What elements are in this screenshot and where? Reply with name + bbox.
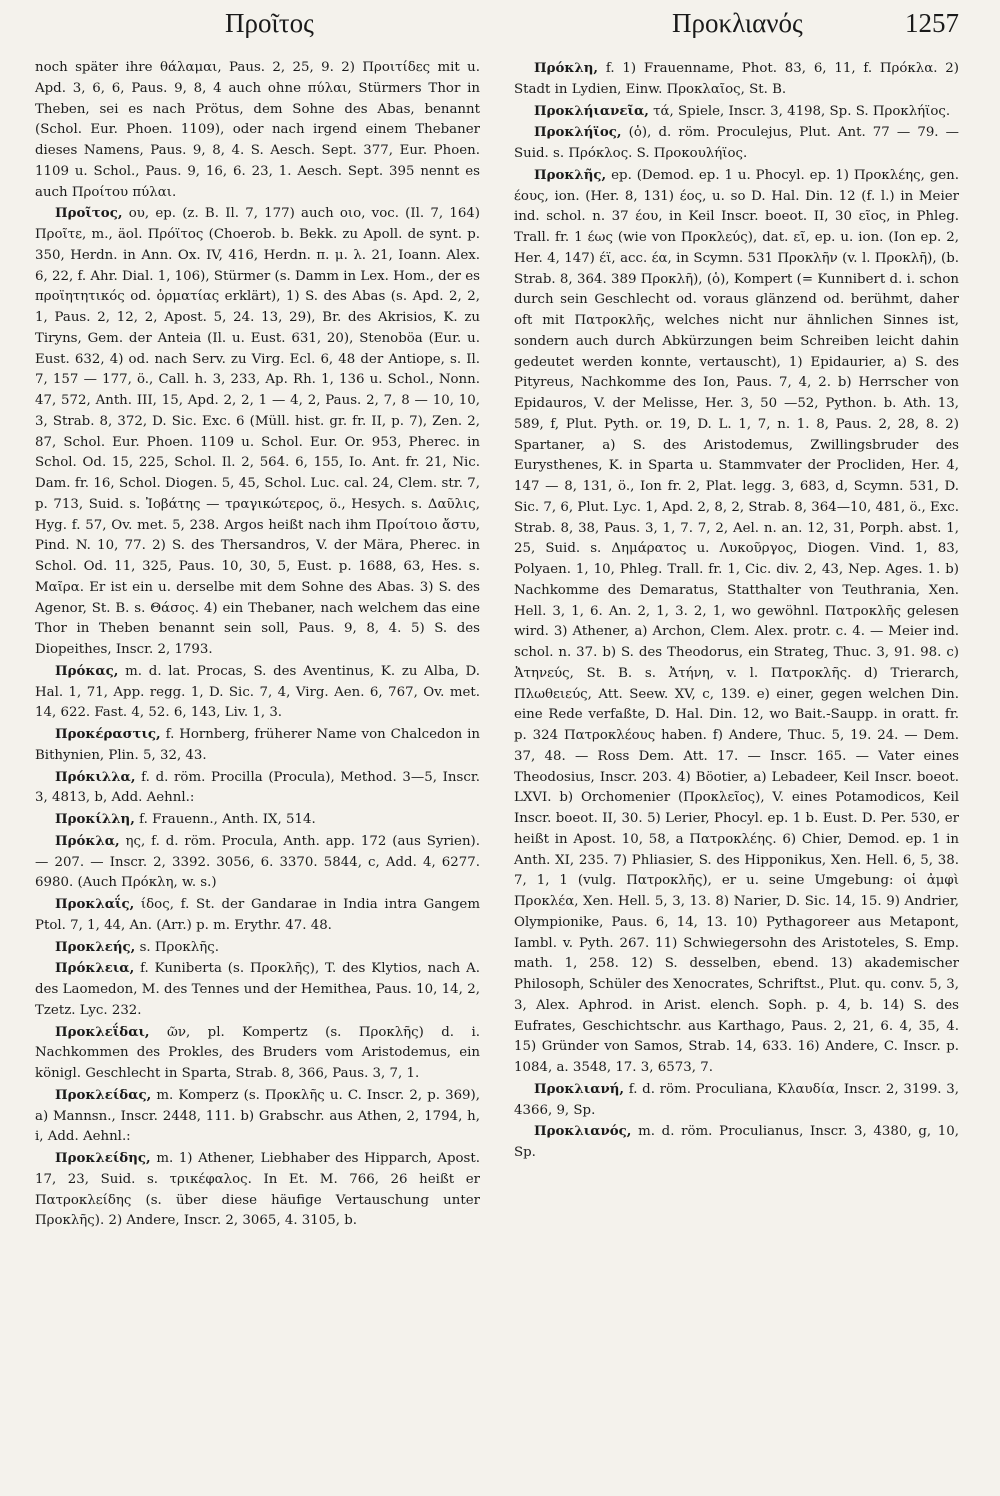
dictionary-entry [35,767,480,810]
entry-headword: Προκλείδας, [55,1086,152,1103]
dictionary-entry [514,165,959,1079]
entry-text: f. Hornberg, früherer Name von Chalcedon in Bithynien, Plin. 5, 32, 43. [35,727,480,763]
dictionary-entry [514,1121,959,1164]
dictionary-entry [514,1079,959,1122]
dictionary-entry [35,1085,480,1148]
entry-text: m. 1) Athener, Liebhaber des Hipparch, Apost. 17, 23, Suid. s. τρικέφαλος. In Et. M. 766, 26 heißt er Πατροκλείδης (s. über diese häufige Vertauschung unter Προκλῆς). 2) Andere, Inscr. 2, 3065, 4. 3105, b. [35,1151,480,1229]
dictionary-entry [35,958,480,1021]
entry-text: f. d. röm. Proculiana, Κλαυδία, Inscr. 2, 3199. 3, 4366, 9, Sp. [514,1081,959,1118]
entry-text: noch später ihre θάλαμαι, Paus. 2, 25, 9. 2) Προιτίδες mit u. Apd. 3, 6, 6, Paus. 9, 8, 4 auch ohne πύλαι, Stürmers Thor in Theben, sei es nach Prötus, dem Sohne des Abas, benannt (Schol. Eur. Phoen. 1109), oder nach irgend einem Thebaner dieses Namens, Paus. 9, 8, 4. S. Aesch. Sept. 377, Eur. Phoen. 1109 u. Schol., Paus. 9, 16, 6. 23, 1. Aesch. Sept. 395 nennt es auch Προίτου πύλαι. [35,60,480,200]
entry-text: ου, ep. (z. B. Il. 7, 177) auch οιο, voc. (Il. 7, 164) Προῖτε, m., äol. Πρόϊτος (Choerob. b. Bekk. zu Apoll. de synt. p. 350, Herdn. in Ann. Ox. IV, 416, Herdn. π. μ. λ. 21, Ioann. Alex. 6, 22, f. Ahr. Dial. 1, 106), Stürmer (s. Damm in Lex. Hom., der es προϊητητικός od. ὁρματίας erklärt), 1) S. des Abas (s. Apd. 2, 2, 1, Paus. 2, 12, 2, Apost. 5, 24. 13, 29), Br. des Akrisios, K. zu Tiryns, Gem. der Anteia (Il. u. Eust. 631, 20), Stenoböa (Eur. u. Eust. 632, 4) od. nach Serv. zu Virg. Ecl. 6, 48 der Antiope, s. Il. 7, 157 — 177, ö., Call. h. 3, 233, Ap. Rh. 1, 136 u. Schol., Nonn. 47, 572, Anth. III, 15, Apd. 2, 2, 1 — 4, 2, Paus. 2, 7, 8 — 10, 10, 3, Strab. 8, 372, D. Sic. Exc. 6 (Müll. hist. gr. fr. II, p. 7), Zen. 2, 87, Schol. Eur. Phoen. 1109 u. Schol. Eur. Or. 953, Pherec. in Schol. Od. 15, 225, Schol. Il. 2, 564. 6, 155, Io. Ant. fr. 21, Nic. Dam. fr. 16, Schol. Diogen. 5, 45, Schol. Luc. cal. 24, Clem. str. 7, p. 713, Suid. s. Ἰοβάτης — τραγικώτερος, ö., Hesych. s. Δαῦλις, Hyg. f. 57, Ov. met. 5, 238. Argos heißt nach ihm Προίτοιο ἄστυ, Pind. N. 10, 77. 2) S. des Thersandros, V. der Mära, Pherec. in Schol. Od. 11, 325, Paus. 10, 30, 5, Eust. p. 1688, 63, Hes. s. Μαῖρα. Er ist ein u. derselbe mit dem Sohne des Abas. 3) S. des Agenor, St. B. s. Θάσος. 4) ein Thebaner, nach welchem das eine Thor in Theben benannt sein soll, Paus. 9, 8, 4. 5) S. des Diopeithes, Inscr. 2, 1793. [35,206,481,657]
entry-text: f. d. röm. Procilla (Procula), Method. 3—5, Inscr. 3, 4813, b, Add. Aehnl.: [35,769,480,806]
entry-headword: Προκλεής, [55,938,136,955]
running-head-right: Προκλιανός [672,8,803,38]
running-head-left: Προῖτος [225,8,314,38]
entry-headword: Προκλῆς, [534,166,607,183]
entry-headword: Πρόκας, [55,662,119,679]
dictionary-entry [514,122,959,165]
entry-text: τά, Spiele, Inscr. 3, 4198, Sp. S. Προκλήϊος. [653,103,951,119]
entry-text: s. Προκλῆς. [139,939,219,955]
left-column [35,58,480,1232]
entry-text: ης, f. d. röm. Procula, Anth. app. 172 (aus Syrien). — 207. — Inscr. 2, 3392. 3056, 6. 3370. 5844, c, Add. 4, 6277. 6980. (Auch Πρόκλη, w. s.) [35,833,480,891]
page-header [0,0,1000,48]
entry-headword: Πρόκλεια, [55,960,135,977]
entry-text: f. Kuniberta (s. Προκλῆς), T. des Klytios, nach A. des Laomedon, M. des Tennes und der Hemithea, Paus. 10, 14, 2, Tzetz. Lyc. 232. [35,961,480,1018]
entry-headword: Προῖτος, [55,205,123,222]
dictionary-entry [35,724,480,767]
entry-headword: Πρόκλη, [534,60,599,76]
entry-text: (ὁ), d. röm. Proculejus, Plut. Ant. 77 — 79. — Suid. s. Πρόκλος. S. Προκουλήϊος. [514,125,959,161]
entry-text: ῶν, pl. Kompertz (s. Προκλῆς) d. i. Nachkommen des Prokles, des Bruders vom Aristodemus, ein königl. Geschlecht in Sparta, Strab. 8, 366, Paus. 3, 7, 1. [35,1024,480,1081]
entry-text: m. d. lat. Procas, S. des Aventinus, K. zu Alba, D. Hal. 1, 71, App. regg. 1, D. Sic. 7, 4, Virg. Aen. 6, 767, Ov. met. 14, 622. Fast. 4, 52. 6, 143, Liv. 1, 3. [35,663,480,721]
entry-headword: Προκέραστις, [55,726,161,742]
dictionary-entry [514,58,959,101]
entry-headword: Προκλαΐς, [55,896,135,912]
dictionary-entry [35,831,480,894]
dictionary-entry [35,58,480,203]
right-column [514,58,959,1164]
dictionary-entry [35,1148,480,1232]
dictionary-entry [35,809,480,831]
entry-text: f. 1) Frauenname, Phot. 83, 6, 11, f. Πρόκλα. 2) Stadt in Lydien, Einw. Προκλαῖος, St. B. [514,61,959,97]
entry-text: m. d. röm. Proculianus, Inscr. 3, 4380, g, 10, Sp. [514,1124,959,1160]
entry-headword: Πρόκλα, [55,832,120,849]
entry-headword: Προκλιανή, [534,1080,625,1097]
entry-headword: Προκίλλη, [55,811,135,827]
entry-text: m. Komperz (s. Προκλῆς u. C. Inscr. 2, p. 369), a) Mannsn., Inscr. 2448, 111. b) Grabschr. aus Athen, 2, 1794, h, i, Add. Aehnl.: [35,1087,480,1145]
entry-headword: Πρόκιλλα, [55,768,136,785]
dictionary-entry [35,203,480,661]
entry-text: f. Frauenn., Anth. IX, 514. [139,812,316,827]
entry-headword: Προκλεΐδαι, [55,1023,150,1040]
page-number: 1257 [905,8,959,38]
entry-headword: Προκλήϊος, [534,124,622,141]
entry-headword: Προκλήιανεῖα, [534,102,649,119]
dictionary-entry [514,101,959,123]
dictionary-entry [35,661,480,724]
entry-headword: Προκλείδης, [55,1150,151,1166]
entry-text: ίδος, f. St. der Gandarae in India intra Gangem Ptol. 7, 1, 44, An. (Arr.) p. m. Erythr. 47. 48. [35,897,480,933]
entry-text: ep. (Demod. ep. 1 u. Phocyl. ep. 1) Προκλέης, gen. έους, ion. (Her. 8, 131) έος, u. so D. Hal. Din. 12 (f. l.) in Meier ind. schol. n. 37 έου, in Keil Inscr. boeot. II, 30 εῖος, in Phleg. Trall. fr. 1 έως (wie von Προκλεύς), dat. εῖ, ep. u. ion. (Ion ep. 2, Her. 4, 147) έϊ, acc. έα, in Scymn. 531 Προκλῆν (v. l. Προκλῆ), (b. Strab. 8, 364. 389 Προκλῆ), (ὁ), Kompert (= Kunnibert d. i. schon durch sein Geschlecht od. voraus glänzend od. berühmt, daher oft mit Πατροκλῆς, welches nicht nur ähnlichen Sinnes ist, sondern auch durch Abkürzungen beim Schreiben leicht dahin gedeutet werden konnte, vertauscht), 1) Epidaurier, a) S. des Pityreus, Nachkomme des Ion, Paus. 7, 4, 2. b) Herrscher von Epidauros, V. der Melisse, Her. 3, 50 —52, Python. b. Ath. 13, 589, f, Plut. Pyth. or. 19, D. L. 1, 7, n. 1. 8, Paus. 2, 28, 8. 2) Spartaner, a) S. des Aristodemus, Zwillingsbruder des Eurysthenes, K. in Sparta u. Stammvater der Procliden, Her. 4, 147 — 8, 131, ö., Ion fr. 2, Plat. legg. 3, 683, d, Scymn. 531, D. Sic. 7, 6, Plut. Lyc. 1, Apd. 2, 8, 2, Strab. 8, 364—10, 481, ö., Exc. Strab. 8, 38, Paus. 3, 1, 7. 7, 2, Ael. n. an. 12, 31, Porph. abst. 1, 25, Suid. s. Δημάρατος u. Λυκοῦργος, Diogen. Vind. 1, 83, Polyaen. 1, 10, Phleg. Trall. fr. 1, Cic. div. 2, 43, Nep. Ages. 1. b) Nachkomme des Demaratus, Statthalter von Teuthrania, Xen. Hell. 3, 1, 6. An. 2, 1, 3. 2, 1, wo gewöhnl. Πατροκλῆς gelesen wird. 3) Athener, a) Archon, Clem. Alex. protr. c. 4. — Meier ind. schol. n. 37. b) S. des Theodorus, ein Strateg, Thuc. 3, 91. 98. c) Ἀτηνεύς, St. B. s. Ἀτήνη, v. l. Πατροκλῆς. d) Trierarch, Πλωθειεύς, Att. Seew. XV, c, 139. e) einer, gegen welchen Din. eine Rede verfaßte, D. Hal. Din. 12, wo Bait.-Saupp. in oratt. fr. p. 324 Πατροκλέους haben. f) Andere, Thuc. 5, 19. 24. — Dem. 37, 48. — Ross Dem. Att. 17. — Inscr. 165. — Vater eines Theodosius, Inscr. 203. 4) Böotier, a) Lebadeer, Keil Inscr. boeot. LXVI. b) Orchomenier (Προκλεῖος), V. eines Potamodicos, Keil Inscr. boeot. II, 30. 5) Lerier, Phocyl. ep. 1 b. Eust. D. Per. 530, er heißt in Apost. 10, 58, a Πατροκλέης. 6) Chier, Demod. ep. 1 in Anth. XI, 235. 7) Phliasier, S. des Hipponikus, Xen. Hell. 6, 5, 38. 7, 1, 1 (vulg. Πατροκλῆς), er u. seine Umgebung: οἱ ἀμφὶ Προκλέα, Xen. Hell. 5, 3, 13. 8) Narier, D. Sic. 14, 15. 9) Andrier, Olympionike, Paus. 6, 14, 13. 10) Pythagoreer aus Metapont, Iambl. v. Pyth. 267. 11) Schwiegersohn des Aristoteles, S. Emp. math. 1, 258. 12) S. desselben, ebend. 13) akademischer Philosoph, Schüler des Xenocrates, Schriftst., Plut. qu. conv. 5, 3, 3, Alex. Aphrod. in Arist. elench. Soph. p. 4, b. 14) S. des Eufrates, Geschichtschr. aus Karthago, Paus. 2, 21, 6. 4, 35, 4. 15) Gründer von Samos, Strab. 14, 633. 16) Andere, C. Inscr. p. 1084, a. 3548, 17. 3, 6573, 7. [514,167,960,1075]
dictionary-entry [35,937,480,959]
entry-headword: Προκλιανός, [534,1123,632,1140]
dictionary-entry [35,1022,480,1085]
dictionary-entry [35,894,480,937]
